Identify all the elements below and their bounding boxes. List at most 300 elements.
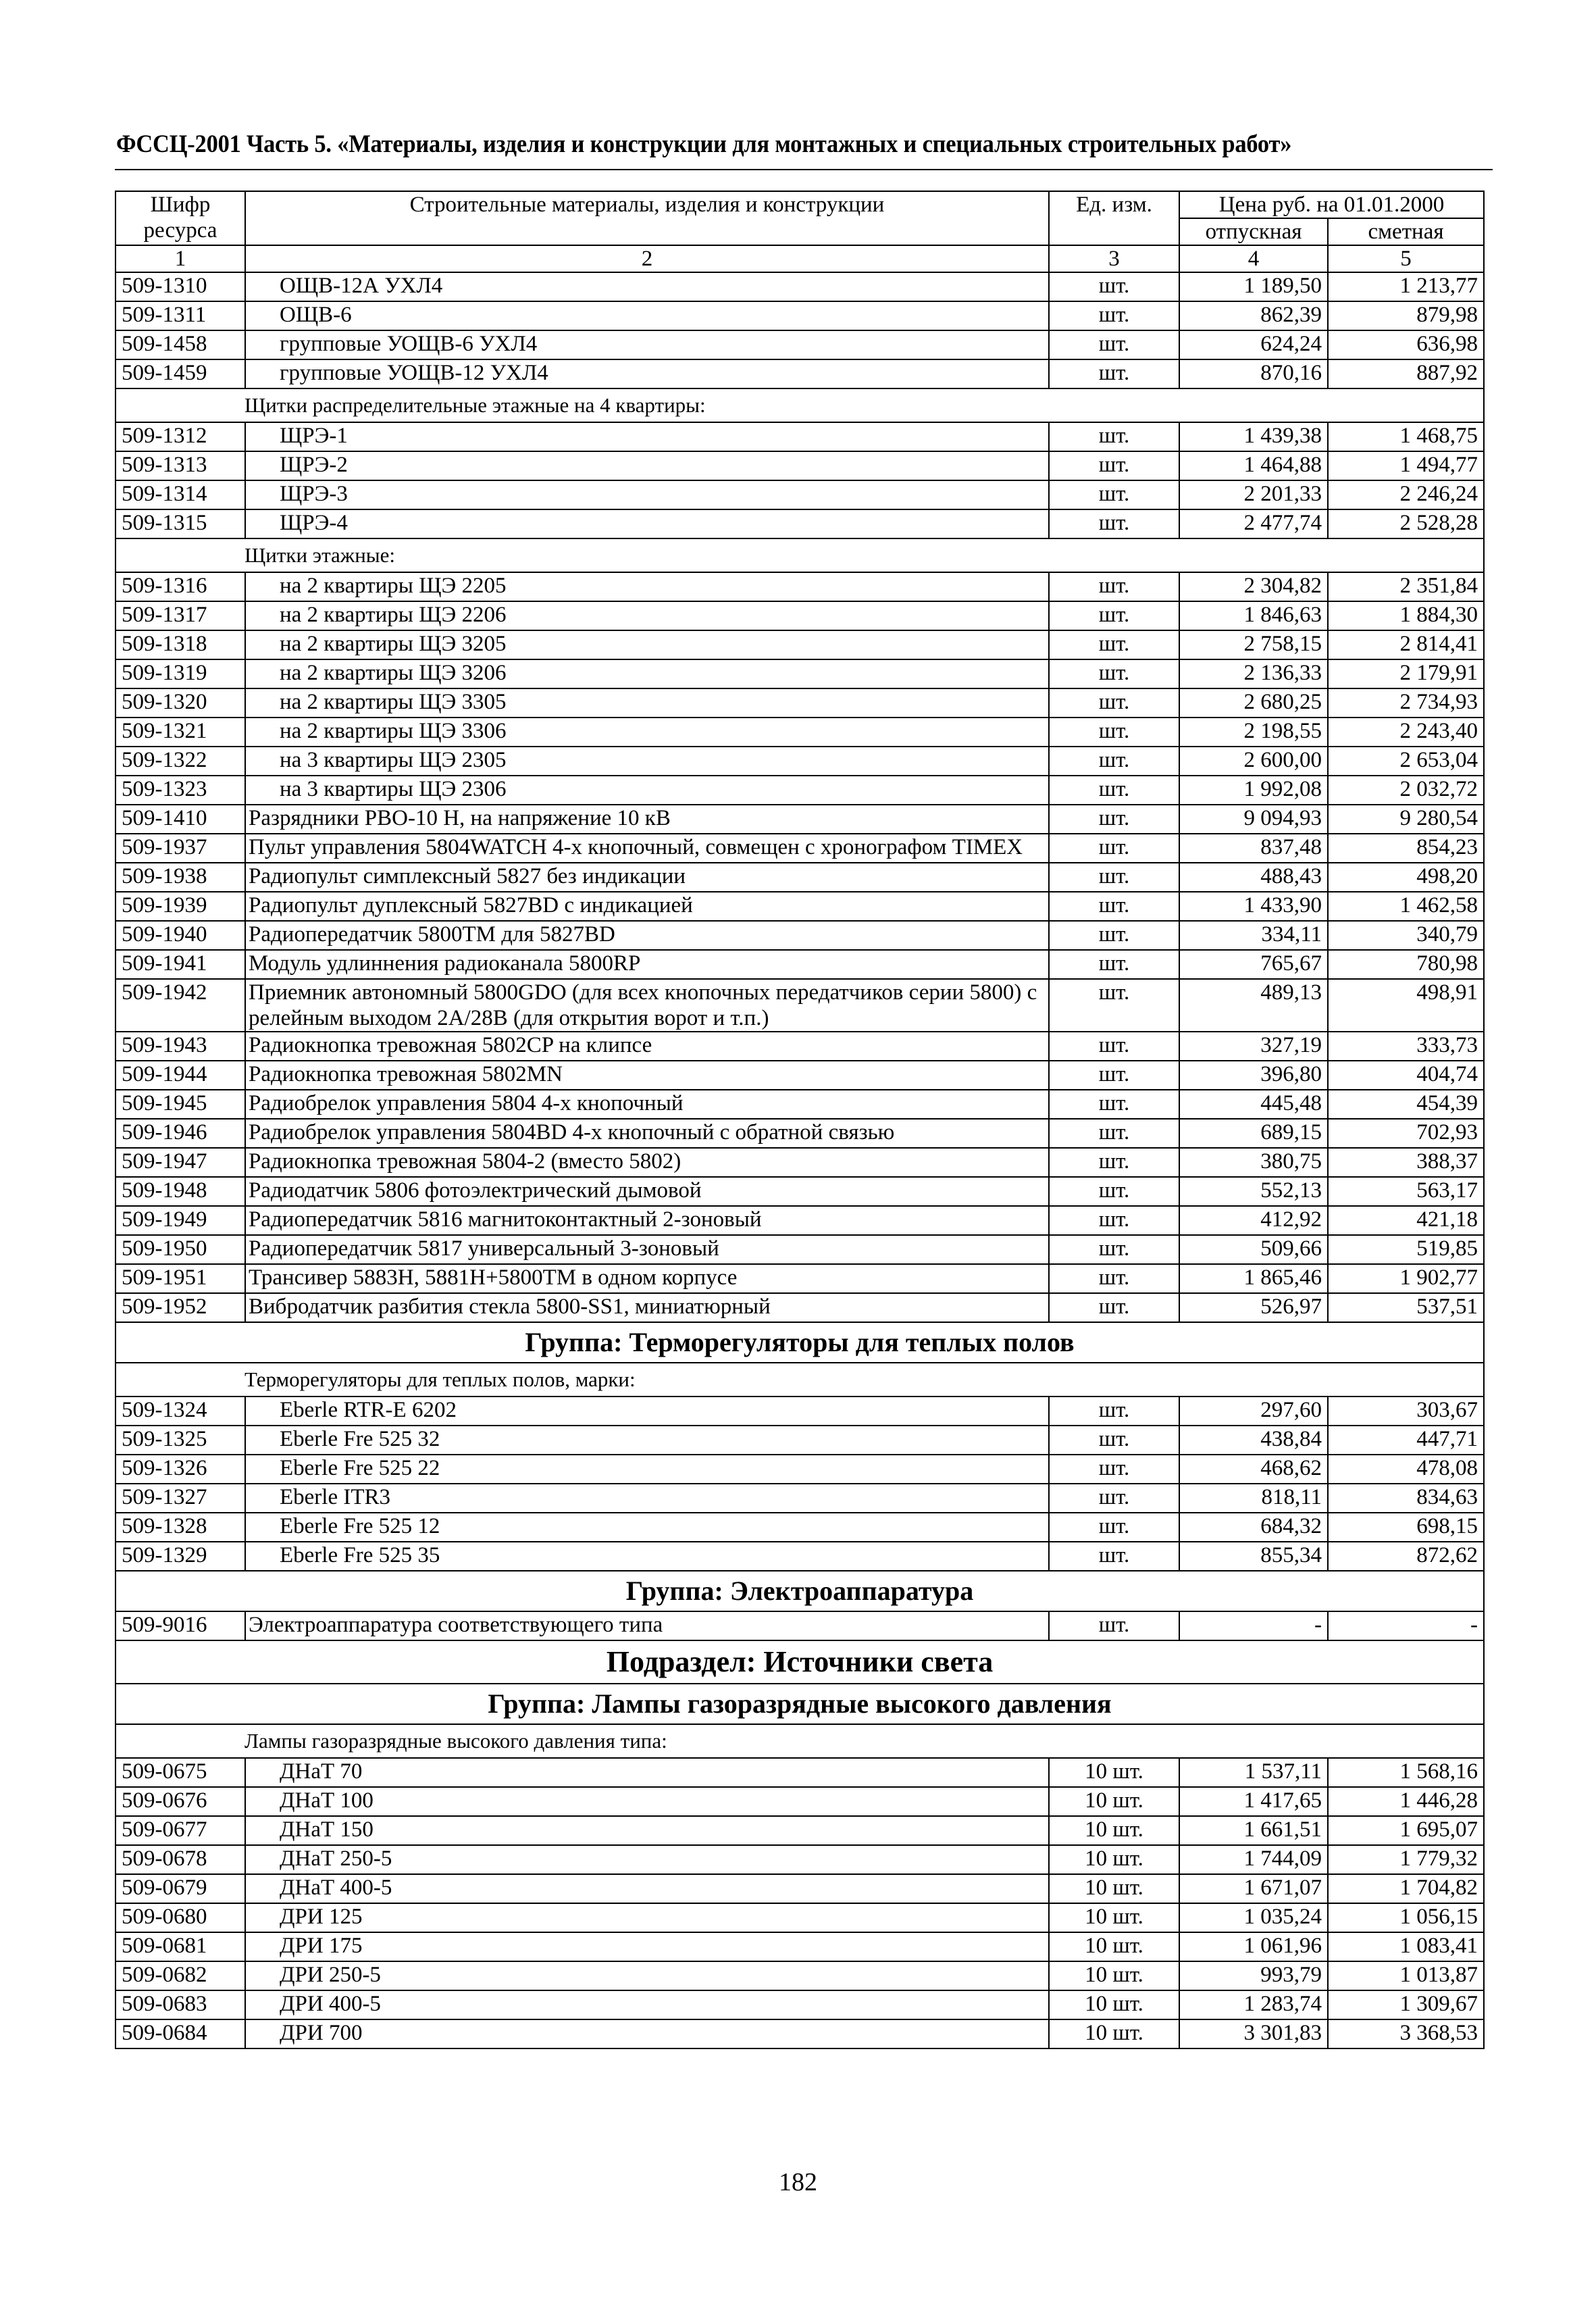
- price-release: 862,39: [1179, 301, 1328, 330]
- table-row: [115, 1293, 1484, 1322]
- category-note: Щитки распределительные этажные на 4 квартиры:: [115, 388, 1484, 422]
- resource-code: 509-1459: [115, 359, 245, 388]
- material-name: Радиодатчик 5806 фотоэлектрический дымовой: [245, 1177, 1049, 1206]
- price-release: 1 417,65: [1179, 1787, 1328, 1816]
- price-release: 1 061,96: [1179, 1932, 1328, 1961]
- unit-of-measure: шт.: [1049, 1455, 1179, 1484]
- material-name: ДРИ 250-5: [245, 1961, 1049, 1990]
- price-estimate: 702,93: [1328, 1119, 1484, 1148]
- price-release: 445,48: [1179, 1090, 1328, 1119]
- resource-code: 509-1315: [115, 509, 245, 538]
- price-estimate: 1 468,75: [1328, 422, 1484, 451]
- resource-code: 509-0680: [115, 1903, 245, 1932]
- unit-of-measure: шт.: [1049, 863, 1179, 892]
- resource-code: 509-1311: [115, 301, 245, 330]
- price-estimate: 563,17: [1328, 1177, 1484, 1206]
- price-estimate: 636,98: [1328, 330, 1484, 359]
- price-estimate: 698,15: [1328, 1513, 1484, 1542]
- price-estimate: 498,20: [1328, 863, 1484, 892]
- unit-of-measure: шт.: [1049, 718, 1179, 747]
- price-estimate: 2 246,24: [1328, 480, 1484, 509]
- resource-code: 509-1324: [115, 1397, 245, 1426]
- price-release: 1 283,74: [1179, 1990, 1328, 2019]
- header-unit: Ед. изм.: [1049, 191, 1179, 245]
- table-row: [115, 1932, 1484, 1961]
- price-release: 489,13: [1179, 979, 1328, 1032]
- price-release: 1 537,11: [1179, 1758, 1328, 1787]
- table-row: [115, 272, 1484, 301]
- unit-of-measure: шт.: [1049, 1264, 1179, 1293]
- table-row: [115, 422, 1484, 451]
- group-heading-row: [115, 1684, 1484, 1724]
- group-heading-row: [115, 1322, 1484, 1363]
- unit-of-measure: 10 шт.: [1049, 1961, 1179, 1990]
- table-row: [115, 805, 1484, 834]
- price-estimate: 1 013,87: [1328, 1961, 1484, 1990]
- table-row: [115, 1397, 1484, 1426]
- price-release: 488,43: [1179, 863, 1328, 892]
- price-release: 468,62: [1179, 1455, 1328, 1484]
- material-name: ЩРЭ-1: [245, 422, 1049, 451]
- price-release: 2 198,55: [1179, 718, 1328, 747]
- material-name: Разрядники РВО-10 Н, на напряжение 10 кВ: [245, 805, 1049, 834]
- column-number: 1: [115, 245, 245, 272]
- material-name: ДНаТ 70: [245, 1758, 1049, 1787]
- header-row: [115, 191, 1484, 218]
- unit-of-measure: 10 шт.: [1049, 1845, 1179, 1874]
- material-name: Eberle ITR3: [245, 1484, 1049, 1513]
- price-estimate: 421,18: [1328, 1206, 1484, 1235]
- material-name: Приемник автономный 5800GDO (для всех кнопочных передатчиков серии 5800) с релейным выходом 2А/28В (для открытия ворот и т.п.): [245, 979, 1049, 1032]
- resource-code: 509-1313: [115, 451, 245, 480]
- resource-code: 509-0679: [115, 1874, 245, 1903]
- table-row: [115, 1816, 1484, 1845]
- unit-of-measure: шт.: [1049, 359, 1179, 388]
- unit-of-measure: шт.: [1049, 1119, 1179, 1148]
- price-estimate: 478,08: [1328, 1455, 1484, 1484]
- resource-code: 509-1321: [115, 718, 245, 747]
- resource-code: 509-1941: [115, 950, 245, 979]
- price-release: 327,19: [1179, 1032, 1328, 1061]
- material-name: ДНаТ 150: [245, 1816, 1049, 1845]
- price-release: 2 201,33: [1179, 480, 1328, 509]
- material-name: на 2 квартиры ЩЭ 2205: [245, 572, 1049, 601]
- resource-code: 509-0684: [115, 2019, 245, 2048]
- column-number-row: [115, 245, 1484, 272]
- resource-code: 509-1943: [115, 1032, 245, 1061]
- price-release: 1 464,88: [1179, 451, 1328, 480]
- material-name: Радиобрелок управления 5804BD 4-х кнопочный с обратной связью: [245, 1119, 1049, 1148]
- price-estimate: 1 494,77: [1328, 451, 1484, 480]
- price-estimate: 498,91: [1328, 979, 1484, 1032]
- unit-of-measure: шт.: [1049, 659, 1179, 688]
- unit-of-measure: 10 шт.: [1049, 2019, 1179, 2048]
- material-name: Радиопередатчик 5816 магнитоконтактный 2-зоновый: [245, 1206, 1049, 1235]
- unit-of-measure: шт.: [1049, 805, 1179, 834]
- category-note-row: [115, 388, 1484, 422]
- price-release: 297,60: [1179, 1397, 1328, 1426]
- resource-code: 509-0677: [115, 1816, 245, 1845]
- resource-code: 509-1310: [115, 272, 245, 301]
- material-name: на 2 квартиры ЩЭ 3305: [245, 688, 1049, 718]
- price-release: 334,11: [1179, 921, 1328, 950]
- unit-of-measure: шт.: [1049, 1032, 1179, 1061]
- resource-code: 509-1323: [115, 776, 245, 805]
- header-price-estimate: сметная: [1328, 218, 1484, 245]
- table-row: [115, 776, 1484, 805]
- resource-code: 509-1318: [115, 630, 245, 659]
- material-name: Радиопульт симплексный 5827 без индикации: [245, 863, 1049, 892]
- unit-of-measure: 10 шт.: [1049, 1874, 1179, 1903]
- material-name: на 2 квартиры ЩЭ 3306: [245, 718, 1049, 747]
- material-name: ДРИ 400-5: [245, 1990, 1049, 2019]
- unit-of-measure: шт.: [1049, 1148, 1179, 1177]
- resource-code: 509-1320: [115, 688, 245, 718]
- price-release: 9 094,93: [1179, 805, 1328, 834]
- price-release: 2 136,33: [1179, 659, 1328, 688]
- column-number: 4: [1179, 245, 1328, 272]
- resource-code: 509-1947: [115, 1148, 245, 1177]
- price-release: 412,92: [1179, 1206, 1328, 1235]
- table-row: [115, 688, 1484, 718]
- price-estimate: 388,37: [1328, 1148, 1484, 1177]
- unit-of-measure: шт.: [1049, 422, 1179, 451]
- price-release: 1 846,63: [1179, 601, 1328, 630]
- unit-of-measure: шт.: [1049, 688, 1179, 718]
- material-name: ДНаТ 250-5: [245, 1845, 1049, 1874]
- page-title: ФССЦ-2001 Часть 5. «Материалы, изделия и конструкции для монтажных и специальных строительных работ»: [116, 130, 1292, 158]
- price-release: 3 301,83: [1179, 2019, 1328, 2048]
- resource-code: 509-1939: [115, 892, 245, 921]
- price-release: 2 758,15: [1179, 630, 1328, 659]
- material-name: ДРИ 175: [245, 1932, 1049, 1961]
- group-heading: Группа: Лампы газоразрядные высокого давления: [115, 1684, 1484, 1724]
- unit-of-measure: шт.: [1049, 950, 1179, 979]
- material-name: Eberle RTR-E 6202: [245, 1397, 1049, 1426]
- unit-of-measure: шт.: [1049, 1293, 1179, 1322]
- unit-of-measure: шт.: [1049, 1513, 1179, 1542]
- unit-of-measure: 10 шт.: [1049, 1758, 1179, 1787]
- price-release: -: [1179, 1611, 1328, 1640]
- price-release: 1 671,07: [1179, 1874, 1328, 1903]
- resource-code: 509-1944: [115, 1061, 245, 1090]
- material-name: ЩРЭ-3: [245, 480, 1049, 509]
- price-estimate: 1 779,32: [1328, 1845, 1484, 1874]
- price-estimate: 780,98: [1328, 950, 1484, 979]
- table-row: [115, 480, 1484, 509]
- material-name: ОЩВ-12А УХЛ4: [245, 272, 1049, 301]
- material-name: на 2 квартиры ЩЭ 3206: [245, 659, 1049, 688]
- material-name: Радиокнопка тревожная 5802CP на клипсе: [245, 1032, 1049, 1061]
- resource-code: 509-1312: [115, 422, 245, 451]
- price-release: 1 992,08: [1179, 776, 1328, 805]
- price-estimate: 1 056,15: [1328, 1903, 1484, 1932]
- material-name: Модуль удлиннения радиоканала 5800RP: [245, 950, 1049, 979]
- header-price-group: Цена руб. на 01.01.2000: [1179, 191, 1484, 218]
- table-row: [115, 2019, 1484, 2048]
- table-row: [115, 301, 1484, 330]
- table-row: [115, 950, 1484, 979]
- price-release: 837,48: [1179, 834, 1328, 863]
- resource-code: 509-1937: [115, 834, 245, 863]
- table-row: [115, 659, 1484, 688]
- category-note: Лампы газоразрядные высокого давления типа:: [115, 1724, 1484, 1758]
- price-estimate: 9 280,54: [1328, 805, 1484, 834]
- material-name: Радиокнопка тревожная 5804-2 (вместо 5802): [245, 1148, 1049, 1177]
- table-row: [115, 1903, 1484, 1932]
- subsection-heading-row: [115, 1640, 1484, 1684]
- column-number: 3: [1049, 245, 1179, 272]
- unit-of-measure: 10 шт.: [1049, 1787, 1179, 1816]
- price-release: 1 189,50: [1179, 272, 1328, 301]
- price-release: 2 477,74: [1179, 509, 1328, 538]
- material-name: на 2 квартиры ЩЭ 3205: [245, 630, 1049, 659]
- unit-of-measure: шт.: [1049, 921, 1179, 950]
- price-estimate: 1 213,77: [1328, 272, 1484, 301]
- category-note: Терморегуляторы для теплых полов, марки:: [115, 1363, 1484, 1397]
- price-estimate: 519,85: [1328, 1235, 1484, 1264]
- table-row: [115, 1845, 1484, 1874]
- unit-of-measure: шт.: [1049, 1206, 1179, 1235]
- resource-code: 509-1316: [115, 572, 245, 601]
- table-body: [115, 272, 1484, 2048]
- table-row: [115, 1542, 1484, 1571]
- price-estimate: 879,98: [1328, 301, 1484, 330]
- unit-of-measure: шт.: [1049, 451, 1179, 480]
- price-estimate: 1 704,82: [1328, 1874, 1484, 1903]
- resource-code: 509-1319: [115, 659, 245, 688]
- unit-of-measure: шт.: [1049, 630, 1179, 659]
- price-release: 552,13: [1179, 1177, 1328, 1206]
- price-estimate: 1 083,41: [1328, 1932, 1484, 1961]
- price-table: [115, 191, 1485, 2049]
- material-name: ДНаТ 100: [245, 1787, 1049, 1816]
- resource-code: 509-1314: [115, 480, 245, 509]
- table-row: [115, 1061, 1484, 1090]
- resource-code: 509-0675: [115, 1758, 245, 1787]
- unit-of-measure: шт.: [1049, 1177, 1179, 1206]
- header-price-release: отпускная: [1179, 218, 1328, 245]
- price-estimate: 2 243,40: [1328, 718, 1484, 747]
- price-release: 624,24: [1179, 330, 1328, 359]
- resource-code: 509-1940: [115, 921, 245, 950]
- category-note-row: [115, 538, 1484, 572]
- unit-of-measure: шт.: [1049, 301, 1179, 330]
- material-name: на 2 квартиры ЩЭ 2206: [245, 601, 1049, 630]
- resource-code: 509-1948: [115, 1177, 245, 1206]
- price-estimate: 2 814,41: [1328, 630, 1484, 659]
- resource-code: 509-9016: [115, 1611, 245, 1640]
- material-name: ДНаТ 400-5: [245, 1874, 1049, 1903]
- table-row: [115, 921, 1484, 950]
- unit-of-measure: шт.: [1049, 272, 1179, 301]
- unit-of-measure: шт.: [1049, 892, 1179, 921]
- price-estimate: 2 032,72: [1328, 776, 1484, 805]
- unit-of-measure: шт.: [1049, 1484, 1179, 1513]
- column-number: 5: [1328, 245, 1484, 272]
- unit-of-measure: шт.: [1049, 1235, 1179, 1264]
- group-heading: Группа: Электроаппаратура: [115, 1571, 1484, 1611]
- resource-code: 509-0683: [115, 1990, 245, 2019]
- price-release: 2 304,82: [1179, 572, 1328, 601]
- price-estimate: 2 734,93: [1328, 688, 1484, 718]
- resource-code: 509-0678: [115, 1845, 245, 1874]
- price-release: 438,84: [1179, 1426, 1328, 1455]
- unit-of-measure: шт.: [1049, 776, 1179, 805]
- price-estimate: 404,74: [1328, 1061, 1484, 1090]
- table-row: [115, 1177, 1484, 1206]
- resource-code: 509-1942: [115, 979, 245, 1032]
- price-estimate: 1 695,07: [1328, 1816, 1484, 1845]
- unit-of-measure: шт.: [1049, 480, 1179, 509]
- price-release: 1 744,09: [1179, 1845, 1328, 1874]
- column-number: 2: [245, 245, 1049, 272]
- price-estimate: 447,71: [1328, 1426, 1484, 1455]
- price-release: 1 439,38: [1179, 422, 1328, 451]
- price-release: 870,16: [1179, 359, 1328, 388]
- material-name: групповые УОЩВ-6 УХЛ4: [245, 330, 1049, 359]
- price-release: 689,15: [1179, 1119, 1328, 1148]
- unit-of-measure: 10 шт.: [1049, 1990, 1179, 2019]
- unit-of-measure: шт.: [1049, 509, 1179, 538]
- price-release: 2 680,25: [1179, 688, 1328, 718]
- table-row: [115, 1235, 1484, 1264]
- table-row: [115, 601, 1484, 630]
- price-estimate: 1 884,30: [1328, 601, 1484, 630]
- group-heading: Группа: Терморегуляторы для теплых полов: [115, 1322, 1484, 1363]
- price-estimate: 333,73: [1328, 1032, 1484, 1061]
- resource-code: 509-1946: [115, 1119, 245, 1148]
- title-underline: [115, 169, 1493, 170]
- price-estimate: 887,92: [1328, 359, 1484, 388]
- unit-of-measure: шт.: [1049, 330, 1179, 359]
- table-row: [115, 718, 1484, 747]
- table-row: [115, 863, 1484, 892]
- material-name: Eberle Fre 525 22: [245, 1455, 1049, 1484]
- material-name: групповые УОЩВ-12 УХЛ4: [245, 359, 1049, 388]
- price-release: 1 865,46: [1179, 1264, 1328, 1293]
- table-row: [115, 330, 1484, 359]
- resource-code: 509-1950: [115, 1235, 245, 1264]
- table-row: [115, 834, 1484, 863]
- resource-code: 509-0676: [115, 1787, 245, 1816]
- unit-of-measure: шт.: [1049, 1542, 1179, 1571]
- material-name: ЩРЭ-2: [245, 451, 1049, 480]
- material-name: Радиопередатчик 5817 универсальный 3-зоновый: [245, 1235, 1049, 1264]
- price-release: 1 661,51: [1179, 1816, 1328, 1845]
- resource-code: 509-1949: [115, 1206, 245, 1235]
- material-name: Радиобрелок управления 5804 4-х кнопочный: [245, 1090, 1049, 1119]
- price-estimate: 1 568,16: [1328, 1758, 1484, 1787]
- category-note-row: [115, 1724, 1484, 1758]
- unit-of-measure: шт.: [1049, 601, 1179, 630]
- resource-code: 509-1410: [115, 805, 245, 834]
- unit-of-measure: шт.: [1049, 1611, 1179, 1640]
- price-estimate: 537,51: [1328, 1293, 1484, 1322]
- price-estimate: 1 902,77: [1328, 1264, 1484, 1293]
- price-estimate: 1 309,67: [1328, 1990, 1484, 2019]
- subsection-heading: Подраздел: Источники света: [115, 1640, 1484, 1684]
- resource-code: 509-0682: [115, 1961, 245, 1990]
- resource-code: 509-1458: [115, 330, 245, 359]
- resource-code: 509-1326: [115, 1455, 245, 1484]
- material-name: Eberle Fre 525 32: [245, 1426, 1049, 1455]
- resource-code: 509-1329: [115, 1542, 245, 1571]
- resource-code: 509-1327: [115, 1484, 245, 1513]
- table-row: [115, 1484, 1484, 1513]
- price-release: 2 600,00: [1179, 747, 1328, 776]
- table-row: [115, 509, 1484, 538]
- material-name: на 3 квартиры ЩЭ 2305: [245, 747, 1049, 776]
- category-note-row: [115, 1363, 1484, 1397]
- price-estimate: 1 462,58: [1328, 892, 1484, 921]
- table-row: [115, 747, 1484, 776]
- price-estimate: 340,79: [1328, 921, 1484, 950]
- price-estimate: 1 446,28: [1328, 1787, 1484, 1816]
- material-name: Трансивер 5883H, 5881H+5800TM в одном корпусе: [245, 1264, 1049, 1293]
- unit-of-measure: шт.: [1049, 1061, 1179, 1090]
- table-row: [115, 1032, 1484, 1061]
- table-row: [115, 1611, 1484, 1640]
- table-row: [115, 1264, 1484, 1293]
- page-number: 182: [779, 2168, 817, 2196]
- price-release: 818,11: [1179, 1484, 1328, 1513]
- material-name: ДРИ 125: [245, 1903, 1049, 1932]
- price-estimate: 2 653,04: [1328, 747, 1484, 776]
- price-release: 1 035,24: [1179, 1903, 1328, 1932]
- resource-code: 509-1951: [115, 1264, 245, 1293]
- material-name: ДРИ 700: [245, 2019, 1049, 2048]
- material-name: ЩРЭ-4: [245, 509, 1049, 538]
- unit-of-measure: шт.: [1049, 747, 1179, 776]
- resource-code: 509-1322: [115, 747, 245, 776]
- group-heading-row: [115, 1571, 1484, 1611]
- unit-of-measure: шт.: [1049, 1397, 1179, 1426]
- table-row: [115, 1990, 1484, 2019]
- table-row: [115, 1426, 1484, 1455]
- price-estimate: 454,39: [1328, 1090, 1484, 1119]
- material-name: Вибродатчик разбития стекла 5800-SS1, миниатюрный: [245, 1293, 1049, 1322]
- resource-code: 509-1945: [115, 1090, 245, 1119]
- table-row: [115, 1206, 1484, 1235]
- price-release: 1 433,90: [1179, 892, 1328, 921]
- price-release: 684,32: [1179, 1513, 1328, 1542]
- price-release: 509,66: [1179, 1235, 1328, 1264]
- price-estimate: 2 179,91: [1328, 659, 1484, 688]
- price-release: 380,75: [1179, 1148, 1328, 1177]
- table-row: [115, 979, 1484, 1032]
- unit-of-measure: шт.: [1049, 979, 1179, 1032]
- unit-of-measure: шт.: [1049, 834, 1179, 863]
- table-row: [115, 1455, 1484, 1484]
- header-name: Строительные материалы, изделия и конструкции: [245, 191, 1049, 245]
- price-estimate: 3 368,53: [1328, 2019, 1484, 2048]
- price-estimate: -: [1328, 1611, 1484, 1640]
- table-row: [115, 1119, 1484, 1148]
- table-row: [115, 1758, 1484, 1787]
- price-release: 396,80: [1179, 1061, 1328, 1090]
- table-row: [115, 359, 1484, 388]
- material-name: Радиопередатчик 5800TM для 5827BD: [245, 921, 1049, 950]
- material-name: Пульт управления 5804WATCH 4-х кнопочный, совмещен с хронографом TIMEX: [245, 834, 1049, 863]
- price-estimate: 834,63: [1328, 1484, 1484, 1513]
- price-estimate: 2 351,84: [1328, 572, 1484, 601]
- unit-of-measure: 10 шт.: [1049, 1903, 1179, 1932]
- table-row: [115, 1148, 1484, 1177]
- table-row: [115, 1787, 1484, 1816]
- table-row: [115, 1090, 1484, 1119]
- unit-of-measure: шт.: [1049, 1426, 1179, 1455]
